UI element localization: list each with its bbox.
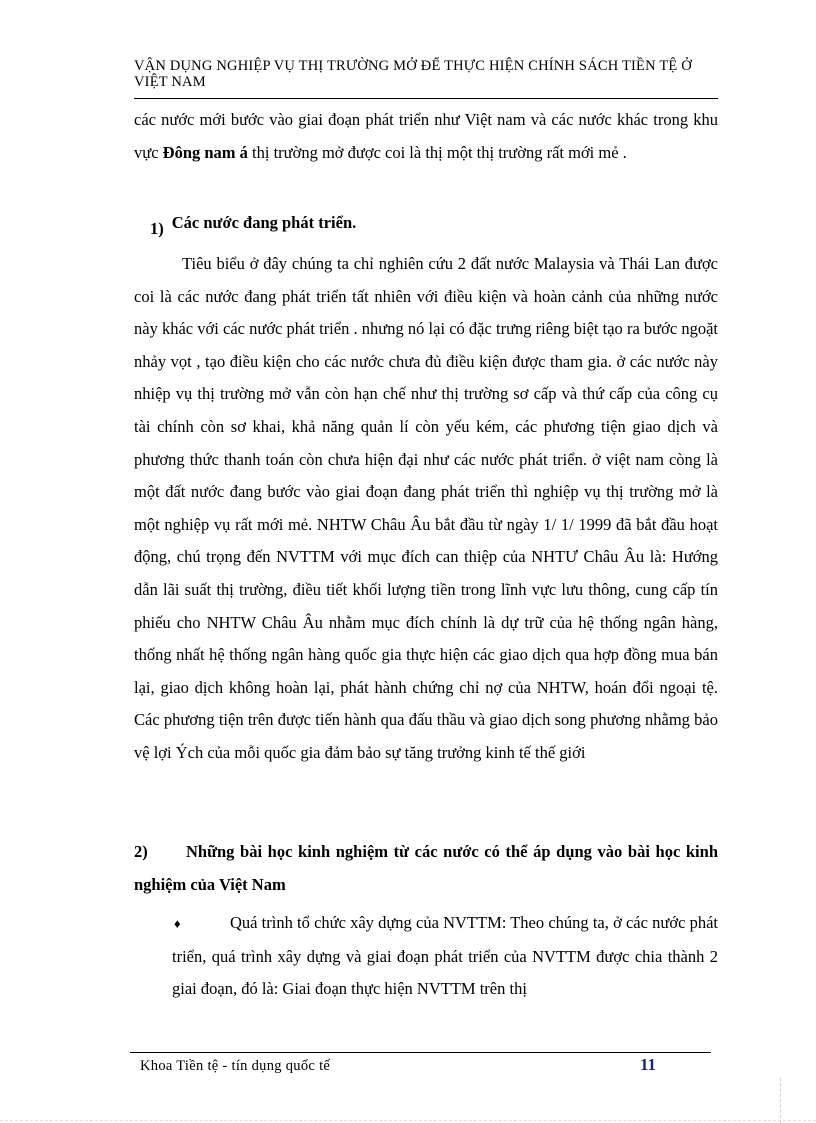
page-header-title: VẬN DỤNG NGHIỆP VỤ THỊ TRƯỜNG MỞ ĐỂ THỰC HIỆN CHÍNH SÁCH TIỀN TỆ Ở VIỆT NAM: [134, 58, 692, 90]
section-1-paragraph: Tiêu biểu ở đây chúng ta chỉ nghiên cứu 2 đất nước Malaysia và Thái Lan được coi là các nước đang phát triển tất nhiên với điều kiện và hoàn cảnh của những nước này khác với các nước phát triển . nhưng nó lại có đặc trưng riêng biệt tạo ra bước ngoặt nhảy vọt , tạo điều kiện cho các nước chưa đủ điều kiện được tham gia. ở các nước này nhiệp vụ thị trường mở vẫn còn hạn chế như thị trường sơ cấp và thứ cấp của công cụ tài chính còn sơ khai, khả năng quản lí còn yếu kém, các phương tiện giao dịch và phương thức thanh toán còn chưa hiện đại như các nước phát triển. ở việt nam còng là một đất nước đang bước vào giai đoạn đang phát triển thì nghiệp vụ thị trường mở là một nghiệp vụ rất mới mẻ. NHTW Châu Âu bắt đầu từ ngày 1/ 1/ 1999 đã bắt đầu hoạt động, chú trọng đến NVTTM với mục đích can thiệp của NHTƯ Châu Âu là: Hướng dẫn lãi suất thị trường, điều tiết khối lượng tiền trong lĩnh vực lưu thông, cung cấp tín phiếu cho NHTW Châu Âu nhằm mục đích chính là dự trữ của hệ thống ngân hàng, thống nhất hệ thống ngân hàng quốc gia thực hiện các giao dịch qua hợp đồng mua bán lại, giao dịch không hoàn lại, phát hành chứng chỉ nợ của NHTW, hoán đổi ngoại tệ. Các phương tiện trên được tiến hành qua đấu thầu và giao dịch song phương nhằmg bảo vệ lợi Ých của mỗi quốc gia đảm bảo sự tăng trưởng kinh tế thế giới: [134, 254, 718, 762]
section-2-heading: [134, 836, 718, 901]
footer-department: Khoa Tiền tệ - tín dụng quốc tế: [140, 1058, 331, 1074]
page-border-mark-horizontal: [0, 1120, 816, 1121]
footer-divider: [130, 1052, 711, 1053]
section-2-number: 2): [134, 842, 148, 861]
section-1-heading: [150, 212, 357, 238]
continued-paragraph: [134, 104, 718, 169]
section-1-number: 1): [150, 219, 164, 238]
bullet-item: [172, 907, 718, 1006]
bullet-text: Quá trình tổ chức xây dựng của NVTTM: Theo chúng ta, ở các nước phát triển, quá trình xây dựng và giai đoạn phát triển của NVTTM được chia thành 2 giai đoạn, đó là: Giai đoạn thực hiện NVTTM trên thị: [172, 913, 718, 999]
page-number: 11: [640, 1055, 657, 1074]
section-1-title: Các nước đang phát triển.: [171, 213, 357, 232]
section-2-title: Những bài học kinh nghiệm từ các nước có thể áp dụng vào bài học kinh nghiệm của Việt Nam: [134, 842, 718, 894]
bold-region-name: Đông nam á: [162, 142, 248, 162]
continued-paragraph-end: thị trường mở được coi là thị một thị trường rất mới mẻ .: [247, 142, 627, 162]
page-border-mark-vertical: [780, 1078, 781, 1123]
header-divider: [134, 98, 718, 99]
continued-paragraph-text: các nước mới bước vào giai đoạn phát triển như Việt nam và các nước khác trong khu vực: [134, 110, 718, 162]
diamond-bullet-icon: ♦: [174, 916, 181, 931]
